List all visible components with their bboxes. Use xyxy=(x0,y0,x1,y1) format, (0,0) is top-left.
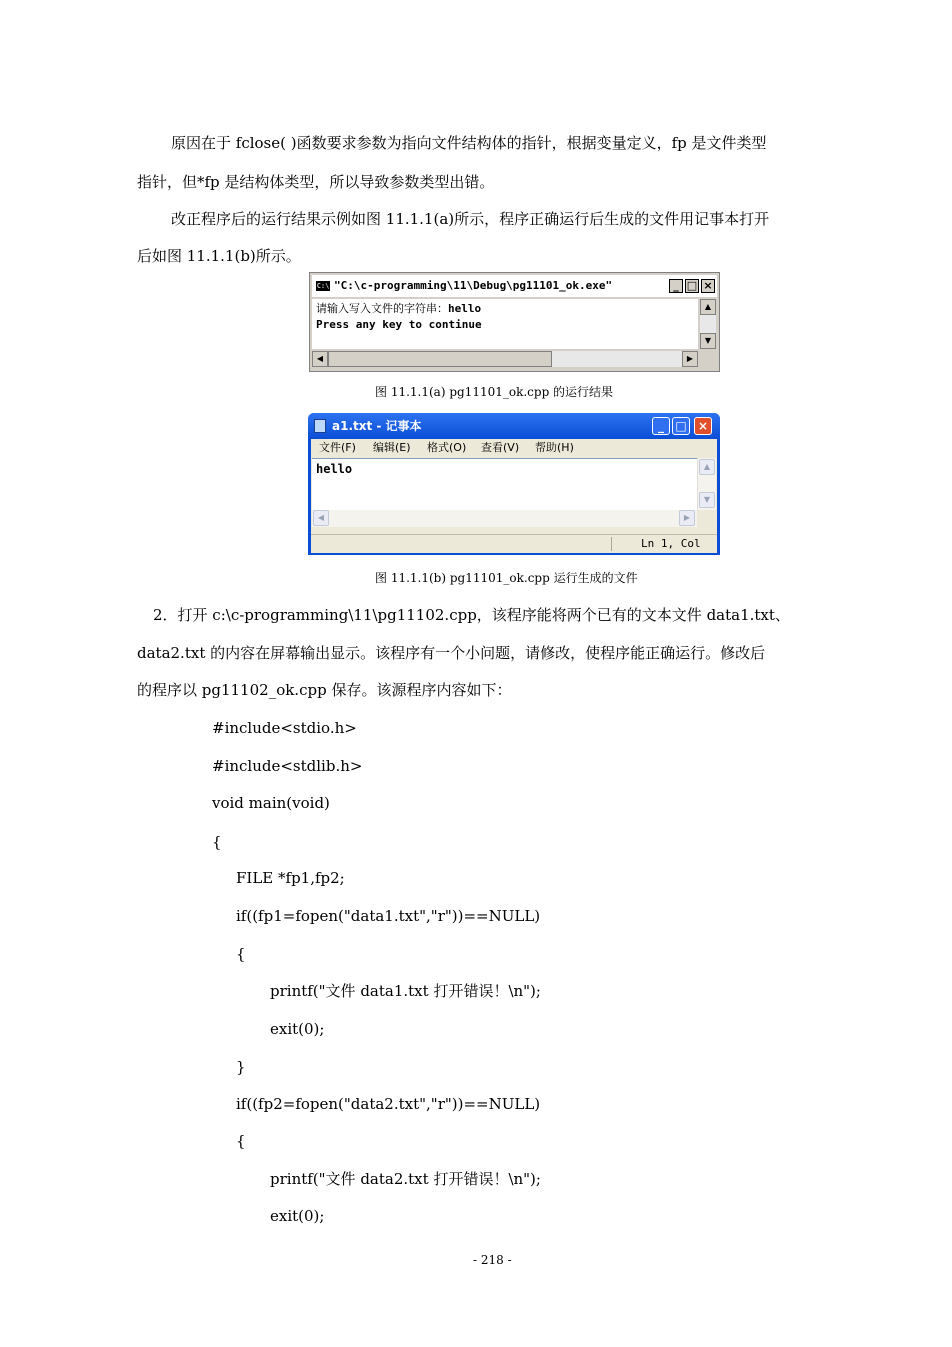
paragraph-2-line-2: 后如图 11.1.1(b)所示。 xyxy=(137,247,301,265)
notepad-text-area[interactable]: hello xyxy=(312,458,697,510)
notepad-vertical-scrollbar[interactable] xyxy=(697,458,716,510)
scroll-down-icon[interactable]: ▼ xyxy=(700,333,716,349)
minimize-button[interactable]: _ xyxy=(652,417,670,435)
code-line: } xyxy=(236,1058,246,1076)
paragraph-1-line-2: 指针，但*fp 是结构体类型，所以导致参数类型出错。 xyxy=(137,173,495,191)
code-line: FILE *fp1,fp2; xyxy=(236,869,345,887)
close-button[interactable]: × xyxy=(701,279,715,293)
scroll-up-icon[interactable]: ▲ xyxy=(699,459,715,475)
close-button[interactable]: × xyxy=(694,417,712,435)
paragraph-1-line-1: 原因在于 fclose( )函数要求参数为指向文件结构体的指针，根据变量定义，fp 是文件类型 xyxy=(171,134,767,152)
console-window xyxy=(309,272,720,372)
code-line: { xyxy=(212,833,222,851)
code-line: #include<stdlib.h> xyxy=(212,757,363,775)
scroll-left-icon[interactable]: ◀ xyxy=(313,510,329,526)
code-line: if((fp1=fopen("data1.txt","r"))==NULL) xyxy=(236,907,541,925)
figure-caption-a: 图 11.1.1(a) pg11101_ok.cpp 的运行结果 xyxy=(375,385,614,399)
paragraph-2-line-1: 改正程序后的运行结果示例如图 11.1.1(a)所示，程序正确运行后生成的文件用记事本打开 xyxy=(171,210,770,228)
console-prompt: 请输入写入文件的字符串： xyxy=(316,302,448,315)
code-line: exit(0); xyxy=(270,1020,325,1038)
console-title-bar[interactable] xyxy=(312,275,717,297)
console-line-2: Press any key to continue xyxy=(316,318,482,331)
console-title: "C:\c-programming\11\Debug\pg11101_ok.exe" xyxy=(334,279,613,292)
scroll-right-icon[interactable]: ▶ xyxy=(682,351,698,367)
scroll-left-icon[interactable]: ◀ xyxy=(312,351,328,367)
console-vertical-scrollbar[interactable] xyxy=(700,299,716,349)
maximize-button[interactable]: □ xyxy=(686,279,698,292)
menu-format[interactable]: 格式(O) xyxy=(427,441,467,454)
scroll-thumb[interactable] xyxy=(328,351,552,367)
notepad-menubar xyxy=(311,439,717,457)
scroll-right-icon[interactable]: ▶ xyxy=(679,510,695,526)
paragraph-3-line-1: 2．打开 c:\c-programming\11\pg11102.cpp，该程序能将两个已有的文本文件 data1.txt、 xyxy=(153,606,790,624)
notepad-status-bar xyxy=(311,534,717,553)
paragraph-3-line-3: 的程序以 pg11102_ok.cpp 保存。该源程序内容如下： xyxy=(137,681,512,699)
notepad-horizontal-scrollbar[interactable] xyxy=(312,510,697,527)
code-line: #include<stdio.h> xyxy=(212,719,357,737)
page-number: - 218 - xyxy=(473,1253,512,1267)
paragraph-3-line-2: data2.txt 的内容在屏幕输出显示。该程序有一个小问题，请修改，使程序能正确运行。修改后 xyxy=(137,644,766,662)
notepad-window xyxy=(308,413,720,555)
code-line: { xyxy=(236,945,246,963)
console-horizontal-scrollbar[interactable] xyxy=(312,351,698,367)
console-app-icon: C:\ xyxy=(316,282,330,290)
notepad-icon xyxy=(314,419,326,433)
notepad-title: a1.txt - 记事本 xyxy=(332,419,422,433)
notepad-title-bar[interactable] xyxy=(308,413,720,439)
menu-file[interactable]: 文件(F) xyxy=(319,441,356,454)
code-line: printf("文件 data1.txt 打开错误！\n"); xyxy=(270,982,541,1000)
maximize-button[interactable]: □ xyxy=(672,417,690,435)
console-line-1 xyxy=(316,301,694,317)
menu-help[interactable]: 帮助(H) xyxy=(535,441,574,454)
notepad-client-area xyxy=(311,439,717,552)
code-line: void main(void) xyxy=(212,794,330,812)
code-line: exit(0); xyxy=(270,1207,325,1225)
menu-edit[interactable]: 编辑(E) xyxy=(373,441,411,454)
console-output[interactable] xyxy=(312,299,698,349)
code-line: { xyxy=(236,1132,246,1150)
figure-caption-b: 图 11.1.1(b) pg11101_ok.cpp 运行生成的文件 xyxy=(375,571,638,585)
console-input: hello xyxy=(448,302,482,315)
status-divider xyxy=(611,537,612,551)
menu-view[interactable]: 查看(V) xyxy=(481,441,520,454)
scroll-down-icon[interactable]: ▼ xyxy=(699,492,715,508)
cursor-position: Ln 1, Col xyxy=(641,537,701,550)
scroll-up-icon[interactable]: ▲ xyxy=(700,299,716,315)
code-line: printf("文件 data2.txt 打开错误！\n"); xyxy=(270,1170,541,1188)
code-line: if((fp2=fopen("data2.txt","r"))==NULL) xyxy=(236,1095,541,1113)
minimize-button[interactable]: _ xyxy=(669,279,683,293)
